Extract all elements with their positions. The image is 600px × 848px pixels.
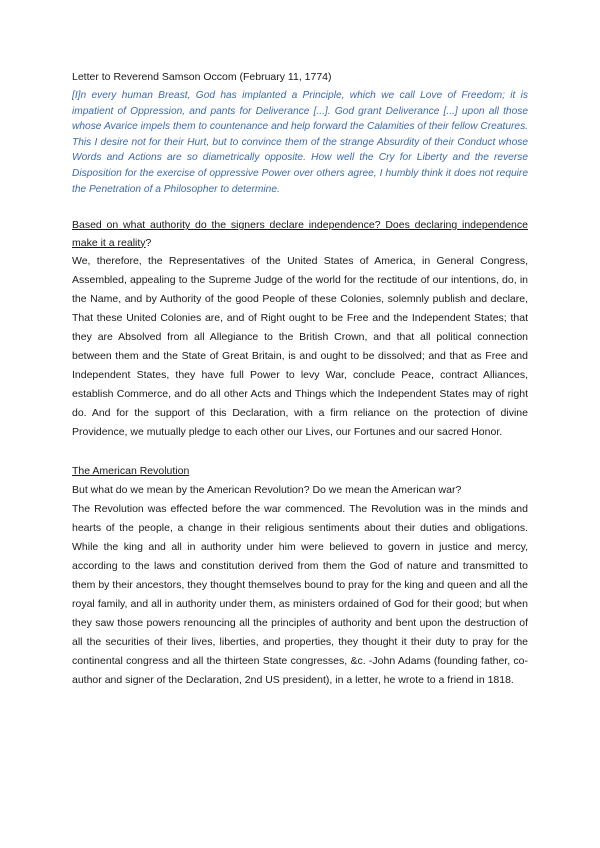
declaration-text: We, therefore, the Representatives of the United States of America, in General Congress, Assembled, appealing to the Supreme Judge of the world for the rectitude of our intentions, do, in the Name, and by Authority of the good People of these Colonies, solemnly publish and declare, That these United Colonies are, and of Right ought to be Free and the Independent States; that they are Absolved from all Allegiance to the British Crown, and that all political connection between them and the State of Great Britain, is and ought to be dissolved; and that as Free and Independent States, they have full Power to levy War, conclude Peace, contract Alliances, establish Commerce, and do all other Acts and Things which the Independent States may of right do. And for the support of this Declaration, with a firm reliance on the protection of divine Providence, we mutually pledge to each other our Lives, our Fortunes and our sacred Honor. [72, 255, 528, 439]
document-page [72, 70, 528, 690]
declaration-question-mark: ? [145, 236, 152, 249]
revolution-question: But what do we mean by the American Revolution? Do we mean the American war? [72, 484, 462, 497]
declaration-question [72, 217, 528, 252]
declaration-question-text: Based on what authority do the signers declare independence? Does declaring independence make it a reality [72, 219, 528, 249]
revolution-heading: The American Revolution [72, 465, 190, 478]
letter-quote: [I]n every human Breast, God has implanted a Principle, which we call Love of Freedom; it is impatient of Oppression, and pants for Deliverance [...]. God grant Deliverance [...] upon all those whose Avarice impels them to countenance and help forward the Calamities of their fellow Creatures. This I desire not for their Hurt, but to convince them of the strange Absurdity of their Conduct whose Words and Actions are so diametrically opposite. How well the Cry for Liberty and the reverse Disposition for the exercise of oppressive Power over others agree, I humbly think it does not require the Penetration of a Philosopher to determine. [72, 90, 528, 195]
letter-title: Letter to Reverend Samson Occom (February 11, 1774) [72, 71, 332, 83]
revolution-text: The Revolution was effected before the war commenced. The Revolution was in the minds and hearts of the people, a change in their religious sentiments about their duties and obligations. While the king and all in authority under him were believed to govern in justice and mercy, according to the laws and constitution derived from them the God of nature and transmitted to them by their ancestors, they thought themselves bound to pray for the king and queen and all the royal family, and all in authority under them, as ministers ordained of God for their good; but when they saw those powers renouncing all the principles of authority and bent upon the destruction of all the securities of their lives, liberties, and properties, they thought it their duty to pray for the continental congress and all the thirteen State congresses, &c. -John Adams (founding father, co-author and signer of the Declaration, 2nd US president), in a letter, he wrote to a friend in 1818. [72, 503, 528, 687]
